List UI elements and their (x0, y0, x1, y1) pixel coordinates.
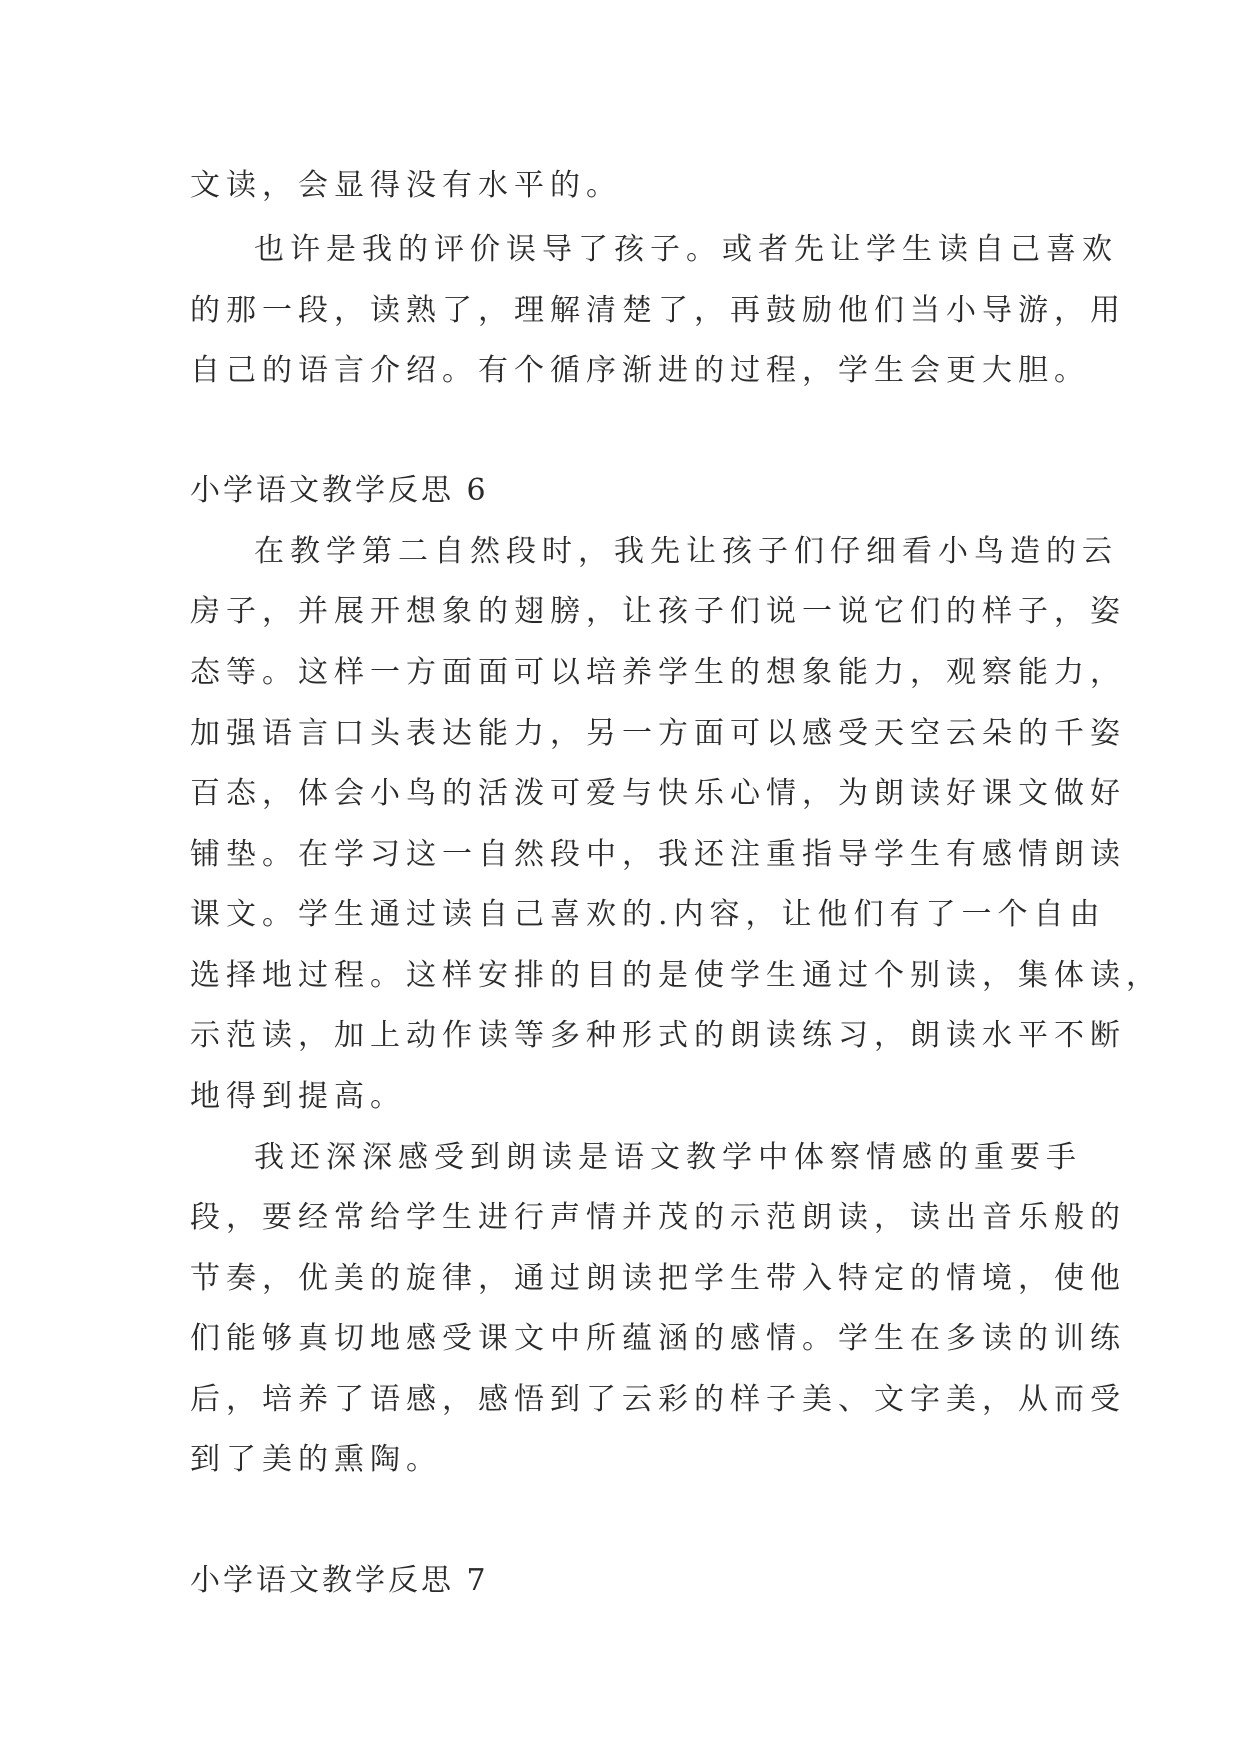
section-heading: 小学语文教学反思 7 (190, 1563, 489, 1598)
paragraph-line: 铺垫。在学习这一自然段中，我还注重指导学生有感情朗读 (190, 837, 1126, 872)
section-heading: 小学语文教学反思 6 (190, 473, 489, 508)
paragraph-line: 百态，体会小鸟的活泼可爱与快乐心情，为朗读好课文做好 (190, 776, 1126, 811)
paragraph-line: 自己的语言介绍。有个循序渐进的过程，学生会更大胆。 (190, 353, 1090, 388)
paragraph-line: 选择地过程。这样安排的目的是使学生通过个别读，集体读， (190, 958, 1162, 993)
paragraph-line: 课文。学生通过读自己喜欢的.内容，让他们有了一个自由 (190, 897, 1106, 932)
paragraph-line: 后，培养了语感，感悟到了云彩的样子美、文字美，从而受 (190, 1382, 1126, 1417)
paragraph-line: 节奏，优美的旋律，通过朗读把学生带入特定的情境，使他 (190, 1261, 1126, 1296)
paragraph-line: 到了美的熏陶。 (190, 1442, 442, 1477)
paragraph-line: 在教学第二自然段时，我先让孩子们仔细看小鸟造的云 (254, 534, 1118, 569)
paragraph-line: 加强语言口头表达能力，另一方面可以感受天空云朵的千姿 (190, 716, 1126, 751)
paragraph-line: 我还深深感受到朗读是语文教学中体察情感的重要手 (254, 1140, 1082, 1175)
paragraph-line: 的那一段，读熟了，理解清楚了，再鼓励他们当小导游，用 (190, 293, 1126, 328)
paragraph-line: 地得到提高。 (190, 1079, 406, 1114)
paragraph-line: 示范读，加上动作读等多种形式的朗读练习，朗读水平不断 (190, 1018, 1126, 1053)
paragraph-line: 房子，并展开想象的翅膀，让孩子们说一说它们的样子，姿 (190, 594, 1126, 629)
paragraph-line: 们能够真切地感受课文中所蕴涵的感情。学生在多读的训练 (190, 1321, 1126, 1356)
paragraph-line: 态等。这样一方面面可以培养学生的想象能力，观察能力， (190, 655, 1126, 690)
paragraph-line: 文读，会显得没有水平的。 (190, 168, 622, 203)
paragraph-line: 段，要经常给学生进行声情并茂的示范朗读，读出音乐般的 (190, 1200, 1126, 1235)
paragraph-line: 也许是我的评价误导了孩子。或者先让学生读自己喜欢 (254, 232, 1118, 267)
